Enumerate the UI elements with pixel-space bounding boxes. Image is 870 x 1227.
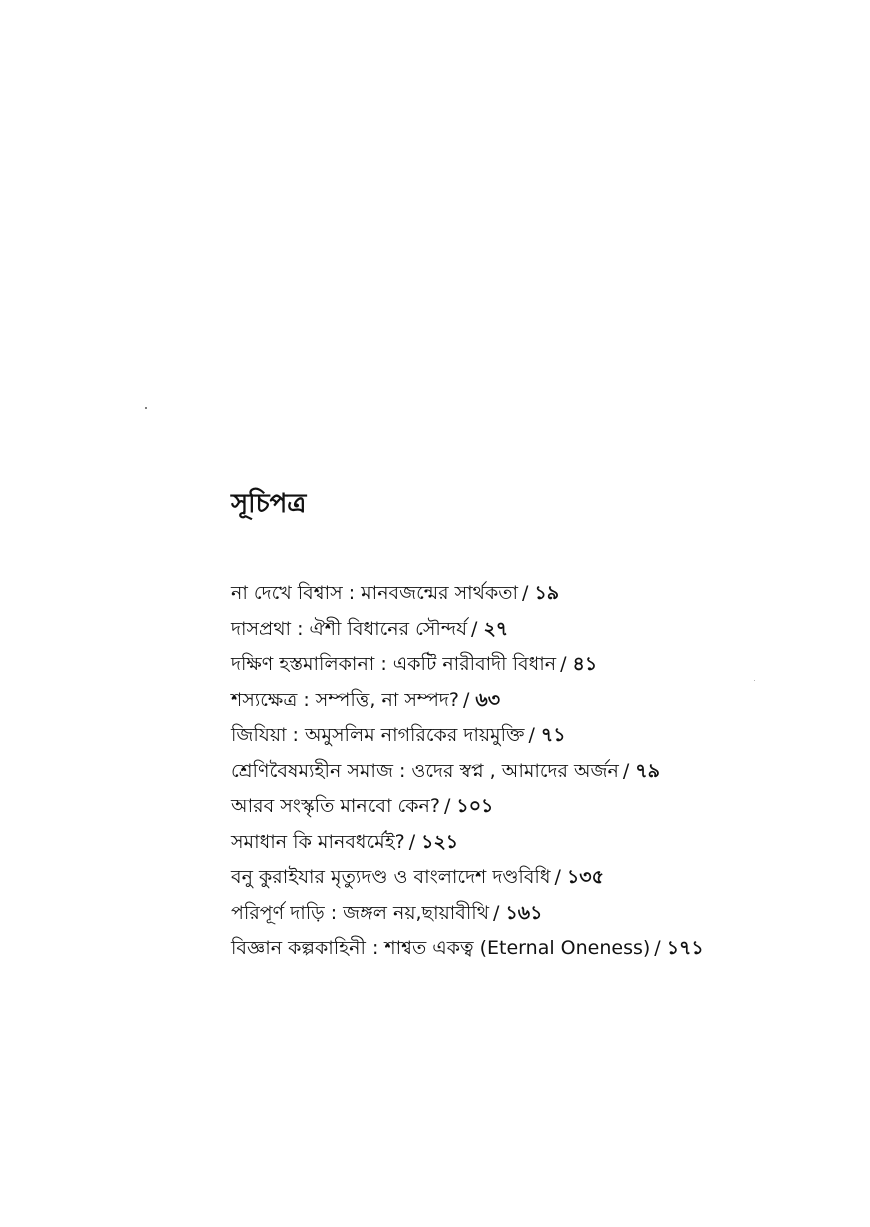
toc-entry-title: না দেখে বিশ্বাস : মানবজন্মের সার্থকতা	[231, 582, 519, 604]
toc-entry-page: ৭১	[540, 724, 566, 746]
toc-entry	[231, 791, 851, 827]
toc-entry-page: ১৭১	[666, 937, 704, 959]
toc-entry-page: ৭৯	[635, 759, 660, 782]
toc-entry-page: ৪১	[572, 653, 598, 675]
toc-entry-page: ৬৩	[475, 688, 501, 711]
toc-entry-separator: /	[471, 617, 478, 640]
print-speck	[145, 407, 147, 409]
toc-entry-title: বিজ্ঞান কল্পকাহিনী : শাশ্বত একত্ব (Eternal Oneness)	[231, 937, 651, 959]
toc-entry	[231, 649, 851, 685]
toc-entry-title: শ্রেণিবৈষম্যহীন সমাজ : ওদের স্বপ্ন , আমাদের অর্জন	[231, 759, 619, 782]
toc-entry	[231, 685, 851, 721]
toc-entry-title: শস্যক্ষেত্র : সম্পত্তি, না সম্পদ?	[231, 688, 459, 711]
toc-entry	[231, 614, 851, 650]
toc-entry-separator: /	[560, 653, 567, 675]
toc-entry	[231, 756, 851, 792]
toc-entry-title: দক্ষিণ হস্তমালিকানা : একটি নারীবাদী বিধান	[231, 653, 557, 675]
toc-entry	[231, 578, 851, 614]
toc-entry-separator: /	[622, 759, 630, 782]
toc-entry	[231, 933, 851, 969]
toc-entry-title: পরিপূর্ণ দাড়ি : জঙ্গল নয়,ছায়াবীথি	[231, 901, 490, 924]
toc-entry-separator: /	[654, 937, 661, 959]
toc-entry-title: বনু কুরাইযার মৃত্যুদণ্ড ও বাংলাদেশ দণ্ডবিধি	[231, 866, 551, 888]
toc-entry-separator: /	[408, 830, 416, 853]
toc-entry-page: ১৯	[534, 582, 560, 604]
toc-entry-page: ১৬১	[505, 901, 543, 924]
toc-entry	[231, 862, 851, 898]
toc-list	[231, 578, 851, 969]
toc-heading: সূচিপত্র	[231, 489, 307, 519]
toc-entry-title: দাসপ্রথা : ঐশী বিধানের সৌন্দর্য	[231, 617, 468, 640]
toc-entry-separator: /	[462, 688, 470, 711]
toc-entry	[231, 898, 851, 934]
toc-entry-title: আরব সংস্কৃতি মানবো কেন?	[231, 795, 440, 817]
toc-entry-page: ১২১	[421, 830, 459, 853]
toc-entry-page: ১৩৫	[566, 866, 604, 888]
toc-entry-separator: /	[528, 724, 535, 746]
toc-entry	[231, 827, 851, 863]
toc-entry-separator: /	[554, 866, 561, 888]
toc-entry-title: সমাধান কি মানবধর্মেই?	[231, 830, 405, 853]
toc-entry-title: জিযিয়া : অমুসলিম নাগরিকের দায়মুক্তি	[231, 724, 525, 746]
toc-entry	[231, 720, 851, 756]
toc-entry-page: ১০১	[456, 795, 494, 817]
toc-entry-separator: /	[493, 901, 500, 924]
toc-entry-separator: /	[443, 795, 451, 817]
toc-entry-page: ২৭	[483, 617, 509, 640]
toc-entry-separator: /	[522, 582, 529, 604]
